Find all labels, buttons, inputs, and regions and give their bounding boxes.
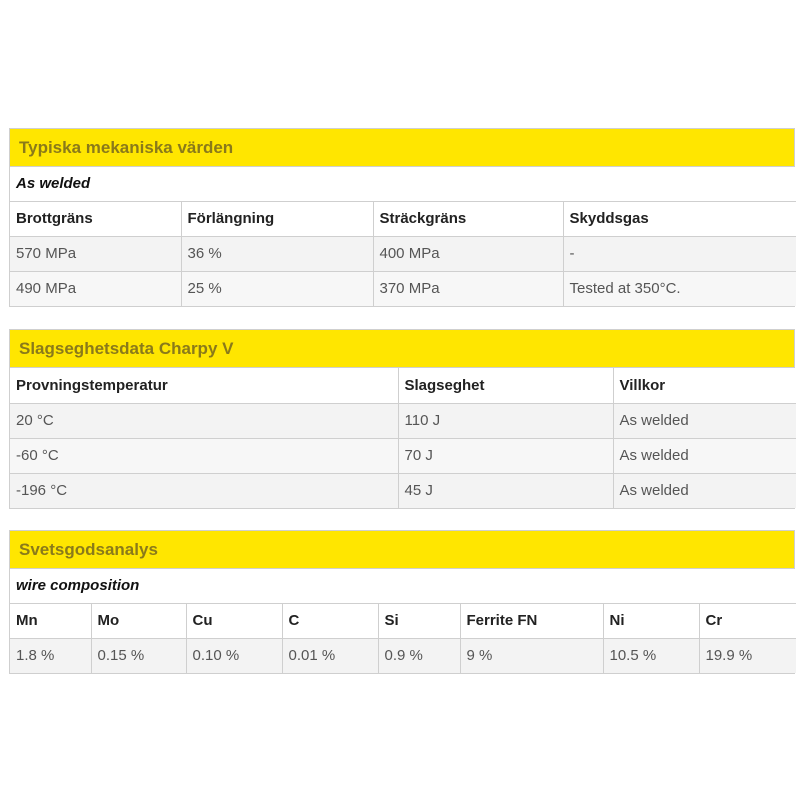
column-header-villkor: Villkor [613, 368, 796, 403]
condition-row [10, 167, 796, 201]
table-cell: -60 °C [10, 438, 398, 473]
table-cell: 0.15 % [91, 638, 186, 673]
column-header-c: C [282, 603, 378, 638]
table-cell: 0.01 % [282, 638, 378, 673]
table-row [10, 438, 796, 473]
column-header-mo: Mo [91, 603, 186, 638]
mechanical-values-title: Typiska mekaniska värden [10, 129, 794, 167]
column-header-si: Si [378, 603, 460, 638]
table-row [10, 271, 796, 306]
table-cell: 0.9 % [378, 638, 460, 673]
table-cell: 1.8 % [10, 638, 91, 673]
table-cell: 45 J [398, 473, 613, 508]
weld-analysis-title: Svetsgodsanalys [10, 531, 794, 569]
table-cell: 70 J [398, 438, 613, 473]
charpy-panel [9, 329, 795, 509]
column-header-ferrite-fn: Ferrite FN [460, 603, 603, 638]
table-cell: As welded [613, 473, 796, 508]
table-cell: 9 % [460, 638, 603, 673]
column-header-cr: Cr [699, 603, 796, 638]
column-header-skyddsgas: Skyddsgas [563, 201, 796, 236]
composition-row [10, 569, 796, 603]
table-row [10, 638, 796, 673]
charpy-title: Slagseghetsdata Charpy V [10, 330, 794, 368]
mechanical-values-panel [9, 128, 795, 307]
weld-analysis-table [10, 569, 796, 673]
column-header-ni: Ni [603, 603, 699, 638]
table-cell: 400 MPa [373, 236, 563, 271]
table-header-row [10, 368, 796, 403]
table-row [10, 473, 796, 508]
column-header-cu: Cu [186, 603, 282, 638]
column-header-mn: Mn [10, 603, 91, 638]
column-header-provningstemperatur: Provningstemperatur [10, 368, 398, 403]
column-header-forlangning: Förlängning [181, 201, 373, 236]
table-cell: 110 J [398, 403, 613, 438]
composition-label: wire composition [10, 569, 796, 603]
table-cell: 370 MPa [373, 271, 563, 306]
table-cell: 20 °C [10, 403, 398, 438]
table-cell: - [563, 236, 796, 271]
table-row [10, 403, 796, 438]
table-cell: Tested at 350°C. [563, 271, 796, 306]
mechanical-values-table [10, 167, 796, 306]
weld-analysis-panel [9, 530, 795, 674]
column-header-slagseghet: Slagseghet [398, 368, 613, 403]
table-cell: 490 MPa [10, 271, 181, 306]
table-row [10, 236, 796, 271]
table-cell: -196 °C [10, 473, 398, 508]
table-cell: 25 % [181, 271, 373, 306]
table-header-row [10, 201, 796, 236]
table-cell: As welded [613, 438, 796, 473]
column-header-strackgrans: Sträckgräns [373, 201, 563, 236]
table-cell: 10.5 % [603, 638, 699, 673]
table-cell: 570 MPa [10, 236, 181, 271]
table-cell: 0.10 % [186, 638, 282, 673]
charpy-table [10, 368, 796, 508]
condition-label: As welded [10, 167, 796, 201]
table-cell: As welded [613, 403, 796, 438]
column-header-brottgrans: Brottgräns [10, 201, 181, 236]
table-cell: 36 % [181, 236, 373, 271]
table-cell: 19.9 % [699, 638, 796, 673]
table-header-row [10, 603, 796, 638]
